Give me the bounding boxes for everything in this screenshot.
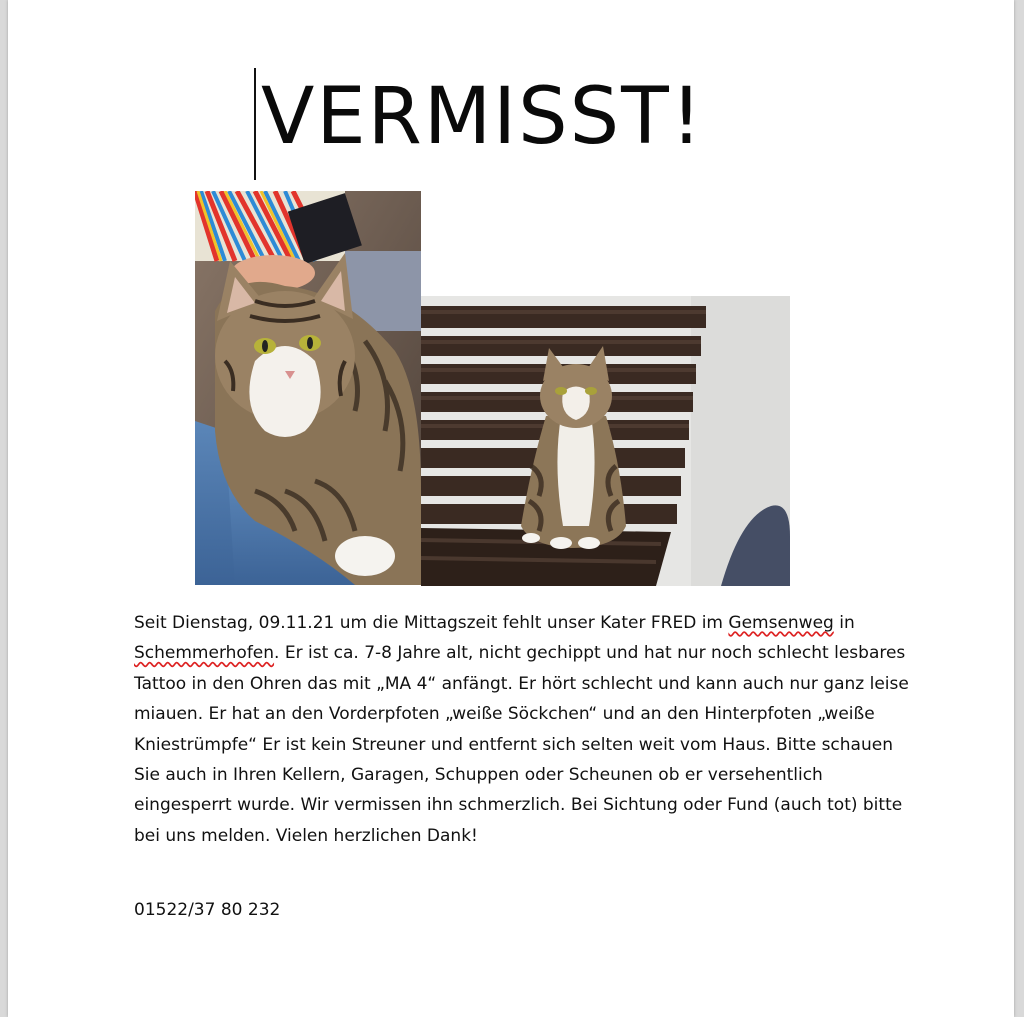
street-name: Gemsenweg bbox=[728, 613, 834, 633]
contact-phone: 01522/37 80 232 bbox=[134, 900, 281, 920]
cat-photo-closeup bbox=[195, 191, 421, 585]
cat-photo-bench bbox=[421, 296, 790, 586]
text-cursor bbox=[254, 68, 256, 180]
poster-title: VERMISST! bbox=[261, 72, 705, 162]
description-part-1: Seit Dienstag, 09.11.21 um die Mittagszeit fehlt unser Kater FRED im bbox=[134, 613, 729, 633]
poster-page bbox=[8, 0, 1014, 1017]
poster-description bbox=[134, 608, 924, 851]
description-part-3: . Er ist ca. 7-8 Jahre alt, nicht gechippt und hat nur noch schlecht lesbares Tattoo in den Ohren das mit „MA 4“ anfängt. Er hört schlecht und kann auch nur ganz leise miauen. Er hat an den Vorderpfoten „weiße Söckchen“ und an den Hinterpfoten „weiße Kniestrümpfe“ Er ist kein Streuner und entfernt sich selten weit vom Haus. Bitte schauen Sie auch in Ihren Kellern, Garagen, Schuppen oder Scheunen ob er versehentlich eingesperrt wurde. Wir vermissen ihn schmerzlich. Bei Sichtung oder Fund (auch tot) bitte bei uns melden. Vielen herzlichen Dank! bbox=[134, 643, 909, 846]
cat-bench-image bbox=[421, 296, 790, 586]
town-name: Schemmerhofen bbox=[134, 643, 275, 664]
description-part-2: in bbox=[833, 613, 855, 633]
cat-closeup-image bbox=[195, 191, 421, 585]
